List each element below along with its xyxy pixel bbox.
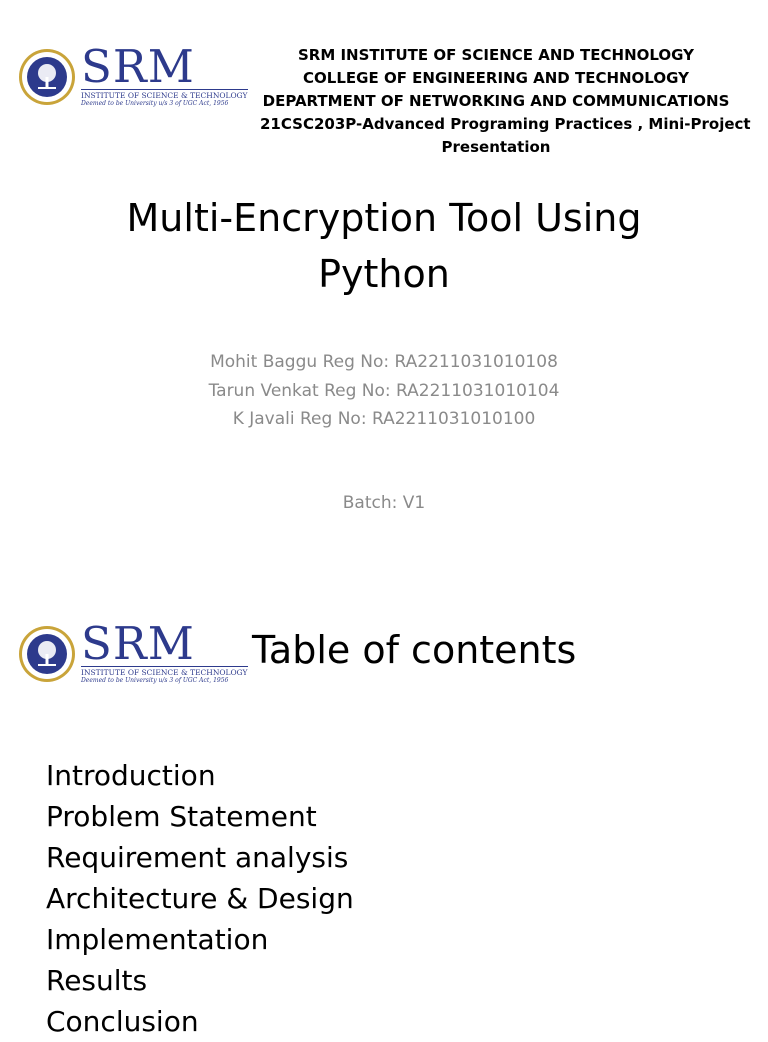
logo-name: SRM: [81, 40, 195, 93]
srm-seal-icon: [19, 49, 75, 105]
member-line: K Javali Reg No: RA2211031010100: [232, 409, 536, 429]
title-line: Python: [318, 252, 450, 296]
presentation-title: [80, 190, 688, 302]
logo-name: SRM: [81, 617, 195, 670]
toc-item-requirement-analysis: Requirement analysis: [46, 841, 349, 874]
toc-title: Table of contents: [252, 628, 577, 672]
toc-item-conclusion: Conclusion: [46, 1005, 199, 1038]
logo-subtitle: INSTITUTE OF SCIENCE & TECHNOLOGY: [81, 91, 248, 100]
srm-logo: [19, 617, 248, 685]
header-line: DEPARTMENT OF NETWORKING AND COMMUNICATIONS: [262, 92, 730, 110]
header-line: SRM INSTITUTE OF SCIENCE AND TECHNOLOGY: [297, 46, 695, 64]
team-members: [0, 348, 768, 434]
batch-label: Batch: V1: [342, 493, 426, 513]
logo-tagline: Deemed to be University u/s 3 of UGC Act, 1956: [81, 100, 229, 107]
title-line: Multi-Encryption Tool Using: [126, 196, 642, 240]
institution-header: [260, 44, 751, 159]
header-line: COLLEGE OF ENGINEERING AND TECHNOLOGY: [303, 69, 689, 87]
member-line: Mohit Baggu Reg No: RA2211031010108: [210, 352, 558, 372]
header-line: Presentation: [441, 138, 551, 156]
toc-item-architecture-design: Architecture & Design: [46, 882, 354, 915]
srm-seal-icon: [19, 626, 75, 682]
logo-tagline: Deemed to be University u/s 3 of UGC Act, 1956: [81, 677, 229, 684]
toc-item-introduction: Introduction: [46, 759, 216, 792]
toc-item-implementation: Implementation: [46, 923, 269, 956]
toc-item-problem-statement: Problem Statement: [46, 800, 317, 833]
toc-item-results: Results: [46, 964, 148, 997]
srm-logo: [19, 40, 248, 108]
toc-list: [46, 755, 354, 1042]
logo-subtitle: INSTITUTE OF SCIENCE & TECHNOLOGY: [81, 668, 248, 677]
header-line: 21CSC203P-Advanced Programing Practices , Mini-Project: [260, 115, 751, 133]
member-line: Tarun Venkat Reg No: RA2211031010104: [208, 380, 560, 401]
